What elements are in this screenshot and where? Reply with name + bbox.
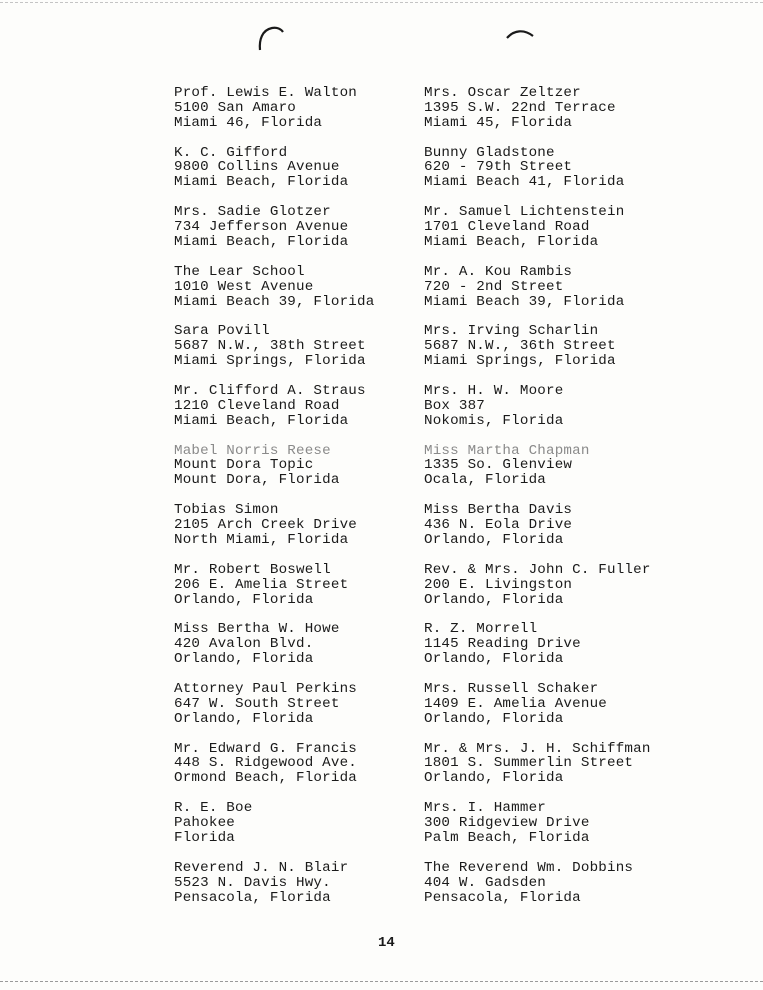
addressee-name: Mrs. I. Hammer — [424, 800, 546, 817]
addressee-name: Mr. & Mrs. J. H. Schiffman — [424, 740, 651, 757]
addressee-name: Tobias Simon — [174, 502, 279, 519]
address-entry — [424, 146, 651, 206]
addressee-name: Mr. Edward G. Francis — [174, 740, 357, 757]
street-line: 420 Avalon Blvd. — [174, 636, 314, 653]
street-line: 1010 West Avenue — [174, 278, 314, 295]
address-entry — [174, 861, 374, 921]
addressee-name: The Lear School — [174, 263, 305, 280]
addressee-name: Sara Povill — [174, 323, 270, 340]
address-entry — [174, 742, 374, 802]
street-line: 206 E. Amelia Street — [174, 576, 349, 593]
addressee-name: Rev. & Mrs. John C. Fuller — [424, 561, 651, 578]
street-line: 448 S. Ridgewood Ave. — [174, 755, 357, 772]
address-entry — [174, 563, 374, 623]
address-entry — [174, 682, 374, 742]
address-entry — [424, 444, 651, 504]
address-entry — [174, 801, 374, 861]
city-line: Pensacola, Florida — [174, 889, 331, 906]
address-entry — [174, 205, 374, 265]
city-line: Miami Beach 39, Florida — [174, 293, 375, 310]
street-line: 5687 N.W., 36th Street — [424, 338, 616, 355]
addressee-name: R. Z. Morrell — [424, 621, 538, 638]
city-line: Orlando, Florida — [174, 591, 314, 608]
addressee-name: Mrs. Irving Scharlin — [424, 323, 599, 340]
address-entry — [424, 503, 651, 563]
address-entry — [174, 146, 374, 206]
city-line: Orlando, Florida — [424, 710, 564, 727]
city-line: Miami 46, Florida — [174, 114, 323, 131]
address-entry — [174, 384, 374, 444]
address-entry — [174, 622, 374, 682]
street-line: 1395 S.W. 22nd Terrace — [424, 99, 616, 116]
city-line: Orlando, Florida — [174, 710, 314, 727]
street-line: 300 Ridgeview Drive — [424, 815, 590, 832]
address-entry — [174, 324, 374, 384]
city-line: Orlando, Florida — [424, 591, 564, 608]
address-entry — [424, 742, 651, 802]
addressee-name: Mr. Clifford A. Straus — [174, 382, 366, 399]
street-line: 9800 Collins Avenue — [174, 159, 340, 176]
city-line: Nokomis, Florida — [424, 412, 564, 429]
address-entry — [174, 86, 374, 146]
city-line: Orlando, Florida — [424, 531, 564, 548]
street-line: 436 N. Eola Drive — [424, 517, 573, 534]
bottom-edge-dashes — [0, 981, 763, 982]
address-entry — [424, 384, 651, 444]
address-entry — [424, 622, 651, 682]
address-column-left — [174, 86, 374, 920]
addressee-name: Mabel Norris Reese — [174, 442, 331, 459]
punch-hole-mark-left — [252, 20, 286, 54]
street-line: 647 W. South Street — [174, 695, 340, 712]
street-line: 1145 Reading Drive — [424, 636, 581, 653]
addressee-name: Mr. Robert Boswell — [174, 561, 331, 578]
addressee-name: Mr. A. Kou Rambis — [424, 263, 573, 280]
addressee-name: Mrs. Sadie Glotzer — [174, 204, 331, 221]
street-line: 5100 San Amaro — [174, 99, 296, 116]
city-line: Miami Beach, Florida — [174, 233, 349, 250]
address-column-right — [424, 86, 651, 920]
addressee-name: The Reverend Wm. Dobbins — [424, 859, 634, 876]
addressee-name: Miss Bertha W. Howe — [174, 621, 340, 638]
city-line: Miami Beach, Florida — [174, 412, 349, 429]
address-entry — [174, 503, 374, 563]
street-line: Box 387 — [424, 397, 485, 414]
address-entry — [424, 265, 651, 325]
address-entry — [424, 801, 651, 861]
address-entry — [424, 324, 651, 384]
addressee-name: Prof. Lewis E. Walton — [174, 85, 357, 101]
street-line: 1801 S. Summerlin Street — [424, 755, 634, 772]
city-line: Palm Beach, Florida — [424, 829, 590, 846]
street-line: 1210 Cleveland Road — [174, 397, 340, 414]
address-entry — [424, 563, 651, 623]
city-line: Mount Dora, Florida — [174, 472, 340, 489]
address-entry — [424, 682, 651, 742]
page-number: 14 — [378, 935, 395, 951]
street-line: 1701 Cleveland Road — [424, 219, 590, 236]
city-line: Ocala, Florida — [424, 472, 546, 489]
street-line: 734 Jefferson Avenue — [174, 219, 349, 236]
street-line: 620 - 79th Street — [424, 159, 573, 176]
city-line: Orlando, Florida — [424, 770, 564, 787]
city-line: Miami Springs, Florida — [424, 353, 616, 370]
city-line: Miami 45, Florida — [424, 114, 573, 131]
street-line: 720 - 2nd Street — [424, 278, 564, 295]
address-entry — [424, 861, 651, 921]
addressee-name: Mrs. H. W. Moore — [424, 382, 564, 399]
street-line: 2105 Arch Creek Drive — [174, 517, 357, 534]
address-entry — [424, 205, 651, 265]
street-line: 1409 E. Amelia Avenue — [424, 695, 607, 712]
address-entry — [424, 86, 651, 146]
street-line: Mount Dora Topic — [174, 457, 314, 474]
city-line: Miami Beach, Florida — [424, 233, 599, 250]
city-line: Florida — [174, 829, 235, 846]
city-line: Pensacola, Florida — [424, 889, 581, 906]
street-line: Pahokee — [174, 815, 235, 832]
addressee-name: R. E. Boe — [174, 800, 253, 817]
city-line: Ormond Beach, Florida — [174, 770, 357, 787]
street-line: 5687 N.W., 38th Street — [174, 338, 366, 355]
addressee-name: Miss Bertha Davis — [424, 502, 573, 519]
addressee-name: K. C. Gifford — [174, 144, 288, 161]
city-line: North Miami, Florida — [174, 531, 349, 548]
street-line: 5523 N. Davis Hwy. — [174, 874, 331, 891]
address-entry — [174, 444, 374, 504]
street-line: 1335 So. Glenview — [424, 457, 573, 474]
addressee-name: Mrs. Russell Schaker — [424, 680, 599, 697]
addressee-name: Miss Martha Chapman — [424, 442, 590, 459]
city-line: Miami Beach 39, Florida — [424, 293, 625, 310]
city-line: Miami Beach, Florida — [174, 174, 349, 191]
punch-hole-mark-right — [504, 24, 536, 44]
addressee-name: Reverend J. N. Blair — [174, 859, 349, 876]
street-line: 200 E. Livingston — [424, 576, 573, 593]
street-line: 404 W. Gadsden — [424, 874, 546, 891]
addressee-name: Mrs. Oscar Zeltzer — [424, 85, 581, 101]
city-line: Orlando, Florida — [424, 651, 564, 668]
addressee-name: Mr. Samuel Lichtenstein — [424, 204, 625, 221]
city-line: Orlando, Florida — [174, 651, 314, 668]
addressee-name: Bunny Gladstone — [424, 144, 555, 161]
top-edge-dashes — [0, 2, 763, 3]
addressee-name: Attorney Paul Perkins — [174, 680, 357, 697]
city-line: Miami Beach 41, Florida — [424, 174, 625, 191]
city-line: Miami Springs, Florida — [174, 353, 366, 370]
address-entry — [174, 265, 374, 325]
